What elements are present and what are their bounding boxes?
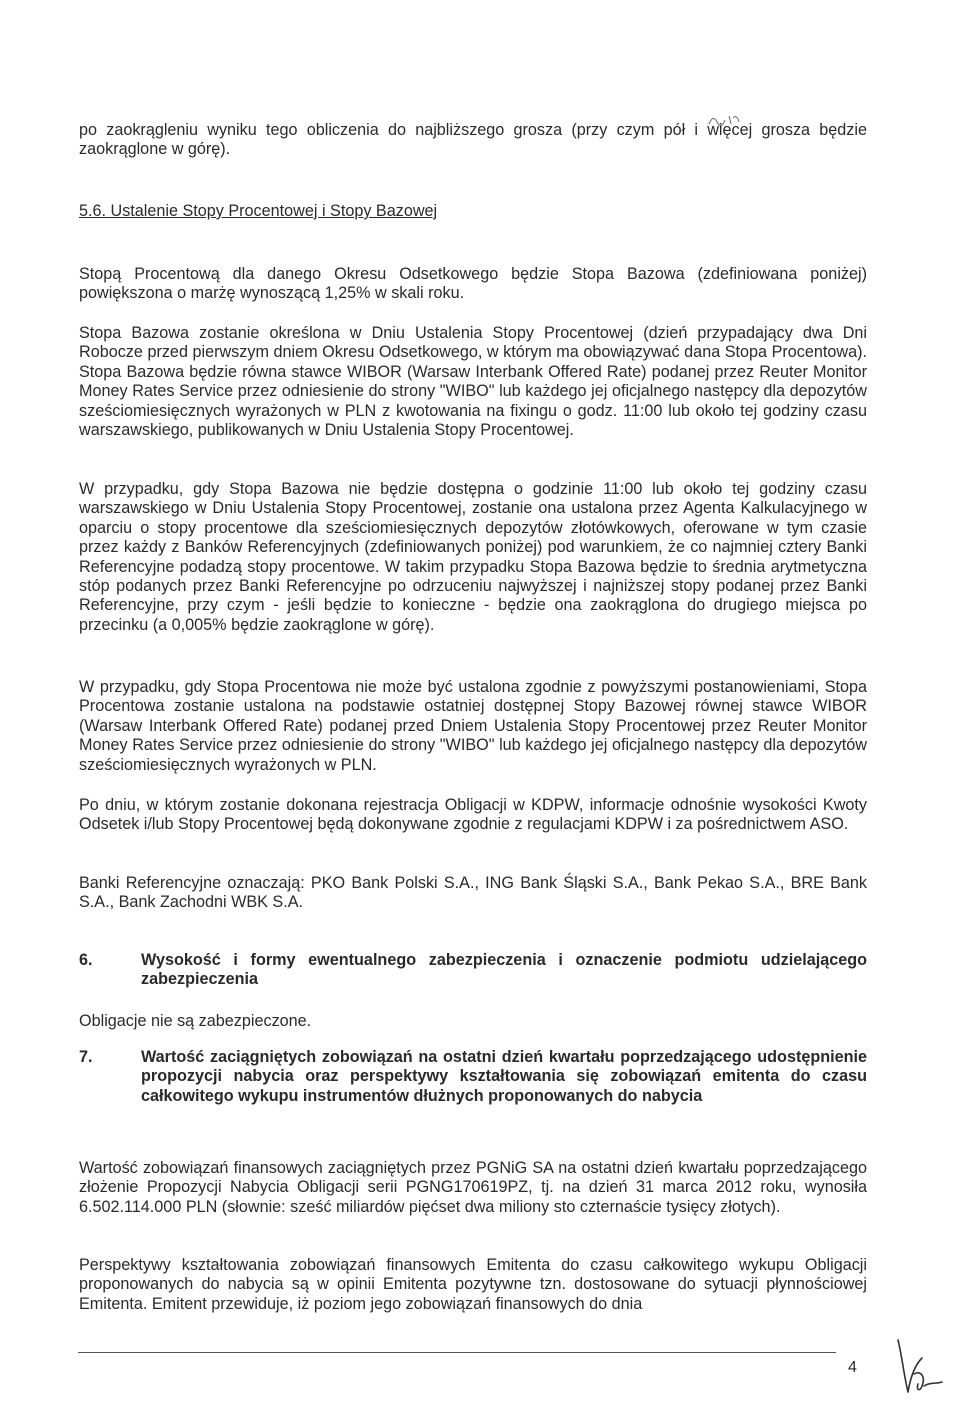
section-7-title: Wartość zaciągniętych zobowiązań na ostatni dzień kwartału poprzedzającego udostępnienie propozycji nabycia oraz perspektywy kształtowania się zobowiązań emitenta do czasu całkowitego wykupu instrumentów dłużnych proponowanych do nabycia — [141, 1048, 867, 1105]
paragraph-base-rate: Stopa Bazowa zostanie określona w Dniu Ustalenia Stopy Procentowej (dzień przypadający dwa Dni Robocze przed pierwszym dniem Okresu Odsetkowego, w którym ma obowiązywać dana Stopa Procentowa). Stopa Bazowa będzie równa stawce WIBOR (Warsaw Interbank Offered Rate) podanej przez Reuter Monitor Money Rates Service przez odniesienie do strony "WIBO" lub każdego jej oficjalnego następcy dla depozytów sześciomiesięcznych wyrażonych w PLN z kwotowania na fixingu o godz. 11:00 lub około tej godziny czasu warszawskiego, publikowanych w Dniu Ustalenia Stopy Procentowej. — [79, 324, 867, 440]
section-heading-5-6: 5.6. Ustalenie Stopy Procentowej i Stopy Bazowej — [79, 202, 438, 220]
section-6-number: 6. — [79, 951, 93, 969]
section-6-title: Wysokość i formy ewentualnego zabezpieczenia i oznaczenie podmiotu udzielającego zabezpieczenia — [141, 951, 867, 989]
paragraph-liabilities-outlook: Perspektywy kształtowania zobowiązań finansowych Emitenta do czasu całkowitego wykupu Obligacji proponowanych do nabycia są w opinii Emitenta pozytywne tzn. dostosowane do sytuacji płynnościowej Emitenta. Emitent przewiduje, iż poziom jego zobowiązań finansowych do dnia — [79, 1256, 867, 1313]
page-number: 4 — [848, 1359, 857, 1376]
paragraph-kdpw: Po dniu, w którym zostanie dokonana rejestracja Obligacji w KDPW, informacje odnośnie wysokości Kwoty Odsetek i/lub Stopy Procentowej będą dokonywane zgodnie z regulacjami KDPW i za pośrednictwem ASO. — [79, 796, 867, 834]
signature-initials — [892, 1336, 950, 1396]
paragraph-no-collateral: Obligacje nie są zabezpieczone. — [79, 1012, 312, 1030]
paragraph-reference-banks: Banki Referencyjne oznaczają: PKO Bank Polski S.A., ING Bank Śląski S.A., Bank Pekao S.A., BRE Bank S.A., Bank Zachodni WBK S.A. — [79, 874, 867, 912]
paragraph-fallback-wibor: W przypadku, gdy Stopa Procentowa nie może być ustalona zgodnie z powyższymi postanowieniami, Stopa Procentowa zostanie ustalona na podstawie ostatniej dostępnej Stopy Bazowej równej stawce WIBOR (Warsaw Interbank Offered Rate) podanej przed Dniem Ustalenia Stopy Procentowej przez Reuter Monitor Money Rates Service przez odniesienie do strony "WIBO" lub każdego jej oficjalnego następcy dla depozytów sześciomiesięcznych wyrażonych w PLN. — [79, 678, 867, 774]
section-7-number: 7. — [79, 1048, 93, 1066]
footer-rule — [78, 1352, 836, 1353]
paragraph-interest-rate: Stopą Procentową dla danego Okresu Odsetkowego będzie Stopa Bazowa (zdefiniowana poniżej) powiększona o marżę wynoszącą 1,25% w skali roku. — [79, 265, 867, 303]
paragraph-rounding: po zaokrągleniu wyniku tego obliczenia do najbliższego grosza (przy czym pół i więcej grosza będzie zaokrąglone w górę). — [79, 121, 867, 159]
paragraph-fallback-agent: W przypadku, gdy Stopa Bazowa nie będzie dostępna o godzinie 11:00 lub około tej godziny czasu warszawskiego w Dniu Ustalenia Stopy Procentowej, zostanie ona ustalona przez Agenta Kalkulacyjnego w oparciu o stopy procentowe dla sześciomiesięcznych depozytów złotówkowych, oferowane w tym czasie przez każdy z Banków Referencyjnych (zdefiniowanych poniżej) pod warunkiem, że co najmniej cztery Banki Referencyjne podadzą stopy procentowe. W takim przypadku Stopa Bazowa będzie to średnia arytmetyczna stóp podanych przez Banki Referencyjne po odrzuceniu najwyższej i najniższej stopy podanej przez Banki Referencyjne, przy czym - jeśli będzie to konieczne - będzie ona zaokrąglona do drugiego miejsca po przecinku (a 0,005% będzie zaokrąglone w górę). — [79, 480, 867, 634]
paragraph-liabilities-value: Wartość zobowiązań finansowych zaciągniętych przez PGNiG SA na ostatni dzień kwartału poprzedzającego złożenie Propozycji Nabycia Obligacji serii PGNG170619PZ, tj. na dzień 31 marca 2012 roku, wynosiła 6.502.114.000 PLN (słownie: sześć miliardów pięćset dwa miliony sto czternaście tysięcy złotych). — [79, 1159, 867, 1216]
